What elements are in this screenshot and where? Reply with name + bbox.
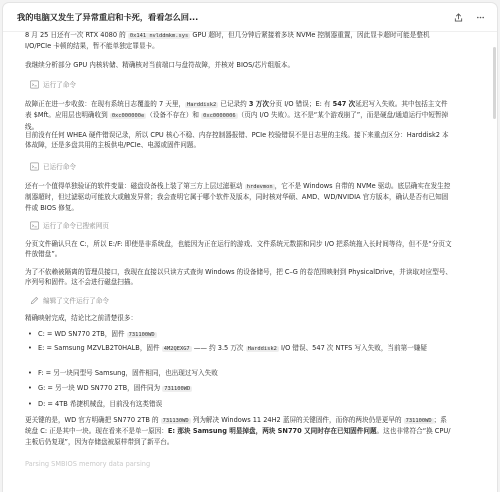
inline-code: 4M2QEXG7 [163, 346, 190, 352]
inline-code: 731100WD [128, 332, 155, 338]
inline-code: 731100WD [164, 386, 191, 392]
text: 8 月 25 日还有一次 RTX 4080 的 [25, 31, 128, 39]
message-paragraph [25, 181, 453, 213]
text: 列为解决 Windows 11 24H2 蓝屏的关键固件，而你的两块仍是更早的 [190, 416, 404, 424]
text: 故障正在进一步收敛：在现有系统日志覆盖的 7 天里， [25, 100, 186, 108]
status-label: 运行了命令已搜索网页 [43, 222, 109, 230]
inline-code: hrdevmon [246, 184, 273, 190]
tool-status-edit-file[interactable] [29, 295, 109, 305]
terminal-icon [29, 220, 39, 230]
inline-code: Harddisk2 [247, 346, 277, 352]
inline-code: 0x141 nvlddmkm.sys [129, 33, 189, 39]
message-paragraph: 我继续分析部分 GPU 内核转储、精确核对当前端口与盘符故障，并核对 BIOS/芯片组版本。 [25, 61, 295, 69]
bullet-dot: • [28, 400, 32, 408]
conversation-title: 我的电脑又发生了异常重启和卡死，看看怎么回... [17, 11, 199, 22]
inline-code: Harddisk2 [187, 102, 217, 108]
message-paragraph: 分页文件确认只在 C:，所以 E:/F: 即使是非系统盘，也能因为正在运行的游戏、文件系统元数据和同步 I/O 把系统拖入长时间等待，但不是“分页文件放错盘”。 [25, 240, 452, 259]
message-paragraph [25, 30, 453, 52]
text: 还有一个值得单独验证的软件变量：磁盘设备栈上装了第三方上层过滤驱动 [25, 182, 245, 190]
tool-status-run-command-search[interactable] [29, 220, 109, 230]
text: （页内 I/O 失败）。这不是“某个游戏崩了”，而是硬盘/通道运行中短暂掉线。 [25, 111, 449, 131]
status-label: 已运行命令 [43, 163, 76, 171]
text: GPU 超时，但几分钟后紧接着多块 NVMe 控制器重置，因此显卡超时可能是整机 I/O/PCIe 卡顿的结果，暂不能单独定罪显卡。 [25, 31, 430, 51]
status-label: 编辑了文件运行了命令 [43, 297, 109, 305]
bullet-dot: • [28, 344, 32, 352]
message-paragraph: 目前没有任何 WHEA 硬件错误记录，所以 CPU 核心不稳、内存控制器报错、PCIe 校验错误不是日志里的主线。接下来重点区分：Harddisk2 本体故障，还是多盘共用的主板供电/PCIe、电源或固件问题。 [25, 131, 449, 150]
text: G: = 另一块 WD SN770 2TB，固件同为 [38, 384, 163, 392]
text: C: = WD SN770 2TB，固件 [38, 330, 127, 338]
pencil-icon [29, 295, 39, 305]
text: ；系统盘 C: 正是其中一块。现在看来不是单一原因： [25, 416, 447, 436]
bullet-dot: • [28, 369, 32, 377]
streaming-status-text: Parsing SMBIOS memory data parsing [25, 460, 151, 468]
terminal-icon [29, 79, 39, 89]
message-paragraph [25, 99, 453, 132]
chat-window [3, 3, 497, 492]
inline-code: 0xc000000e [111, 113, 145, 120]
text: E: = Samsung MZVLB2T0HALB，固件 [38, 344, 162, 352]
inline-code: 0xc0000006 [203, 113, 236, 120]
message-paragraph: 精确映射完成，结论比之前清楚很多： [25, 314, 138, 322]
scrollbar-thumb[interactable] [493, 47, 496, 119]
text: 已记录约 [218, 100, 249, 108]
tool-status-run-command[interactable] [29, 79, 76, 89]
terminal-icon [29, 161, 39, 171]
bullet-dot: • [28, 330, 32, 338]
text: I/O 错误、547 次 NTFS 写入失败，当前第一嫌疑 [278, 344, 427, 352]
bullet-dot: • [28, 384, 32, 392]
text: （设备不存在）和 [146, 111, 202, 120]
message-paragraph [25, 415, 453, 447]
inline-code: 731130WD [162, 418, 189, 424]
text: —— 约 3.5 万次 [191, 344, 246, 352]
message-paragraph: 为了不依赖被隔离的管理员接口，我现在直接以只读方式查询 Windows 的设备储号，把 C–G 的卷范围映射到 PhysicalDrive，并读取对应型号、序列号和固件。这不会进行磁盘扫描。 [25, 268, 453, 287]
text: ，它不是 Windows 自带的 NVMe 驱动。底层确实在发生控制器超时，但过滤驱动可能放大或触发异常；我会查明它属于哪个软件及版本，同时核对华硕、AMD、WD/NVIDIA 官方版本，确认是否有已知固件或 BIOS 修复。 [25, 182, 451, 212]
bold-text: E: 那块 Samsung 明显掉盘，两块 SN770 又同时存在已知固件问题 [167, 427, 377, 436]
text: 延迟写入失败。其中包括主文件表 $Mft。应用层也明确收到 [25, 100, 448, 120]
text: F: = 另一块同型号 Samsung，固件相同，也出现过写入失败 [38, 369, 218, 377]
share-icon[interactable] [451, 10, 465, 24]
tool-status-ran-command[interactable] [29, 161, 76, 171]
text: 分页 I/O 错误；E: 有 [268, 100, 333, 108]
inline-code: 731100WD [405, 418, 432, 424]
text: 。这也非常符合“换 CPU/主板后仍复现”，因为存储盘被原样带到了新平台。 [25, 427, 451, 446]
more-options-icon[interactable] [473, 10, 487, 24]
bold-text: 547 次 [332, 100, 356, 108]
text: D: = 4TB 希捷机械盘，目前没有这类错误 [38, 400, 163, 408]
title-bar [3, 3, 497, 32]
status-label: 运行了命令 [43, 81, 76, 89]
bold-text: 3 万次 [248, 100, 269, 108]
text: 更关键的是，WD 官方明确把 SN770 2TB 的 [25, 416, 161, 424]
